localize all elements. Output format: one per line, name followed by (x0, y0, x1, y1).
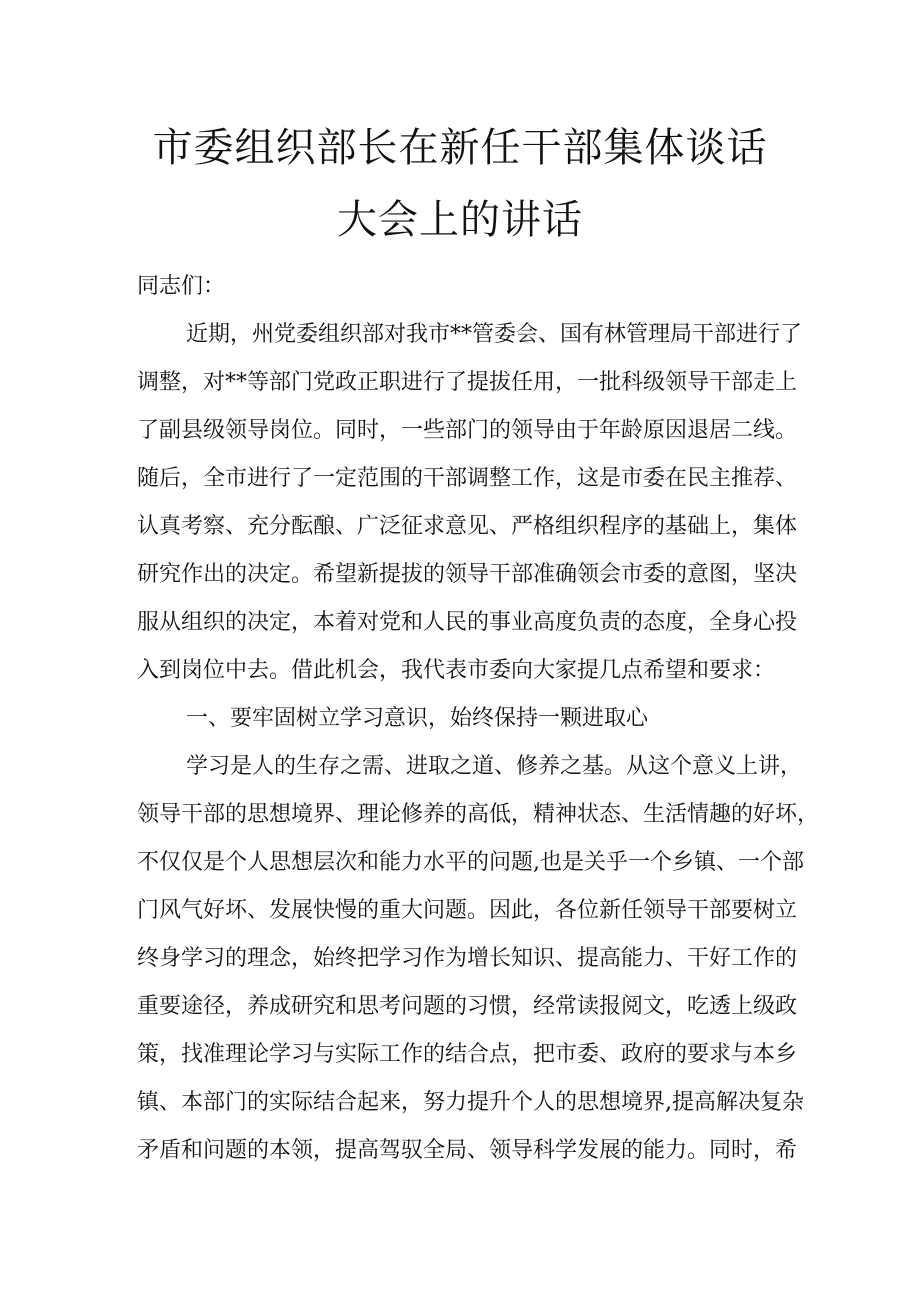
paragraph-1-line: 调整，对**等部门党政正职进行了提拔任用，一批科级领导干部走上 (137, 370, 798, 395)
paragraph-2-line: 镇、本部门的实际结合起来，努力提升个人的思想境界,提高解决复杂 (137, 1090, 804, 1115)
paragraph-2-line: 门风气好坏、发展快慢的重大问题。因此，各位新任领导干部要树立 (137, 898, 798, 923)
paragraph-1-line: 入到岗位中去。借此机会，我代表市委向大家提几点希望和要求： (137, 658, 776, 683)
paragraph-2-line: 策，找准理论学习与实际工作的结合点，把市委、政府的要求与本乡 (137, 1042, 798, 1067)
paragraph-2-line: 领导干部的思想境界、理论修养的高低，精神状态、生活情趣的好坏， (137, 802, 820, 827)
paragraph-2-line: 终身学习的理念，始终把学习作为增长知识、提高能力、干好工作的 (137, 946, 798, 971)
paragraph-1-line: 近期，州党委组织部对我市**管委会、国有林管理局干部进行了 (186, 322, 803, 347)
salutation: 同志们： (137, 274, 226, 299)
paragraph-1-line: 研究作出的决定。希望新提拔的领导干部准确领会市委的意图，坚决 (137, 562, 798, 587)
paragraph-1-line: 随后，全市进行了一定范围的干部调整工作，这是市委在民主推荐、 (137, 466, 798, 491)
document-title-line-2: 大会上的讲话 (337, 197, 583, 243)
section-heading-1: 一、要牢固树立学习意识，始终保持一颗进取心 (186, 706, 649, 731)
paragraph-1-line: 了副县级领导岗位。同时，一些部门的领导由于年龄原因退居二线。 (137, 418, 798, 443)
paragraph-1-line: 服从组织的决定，本着对党和人民的事业高度负责的态度，全身心投 (137, 610, 798, 635)
paragraph-2-line: 学习是人的生存之需、进取之道、修养之基。从这个意义上讲， (186, 754, 803, 779)
paragraph-2-line: 重要途径，养成研究和思考问题的习惯，经常读报阅文，吃透上级政 (137, 994, 798, 1019)
paragraph-2-line: 矛盾和问题的本领，提高驾驭全局、领导科学发展的能力。同时，希 (137, 1138, 798, 1163)
paragraph-1-line: 认真考察、充分酝酿、广泛征求意见、严格组织程序的基础上，集体 (137, 514, 798, 539)
paragraph-2-line: 不仅仅是个人思想层次和能力水平的问题,也是关乎一个乡镇、一个部 (137, 850, 804, 875)
document-title-line-1: 市委组织部长在新任干部集体谈话 (152, 125, 768, 171)
